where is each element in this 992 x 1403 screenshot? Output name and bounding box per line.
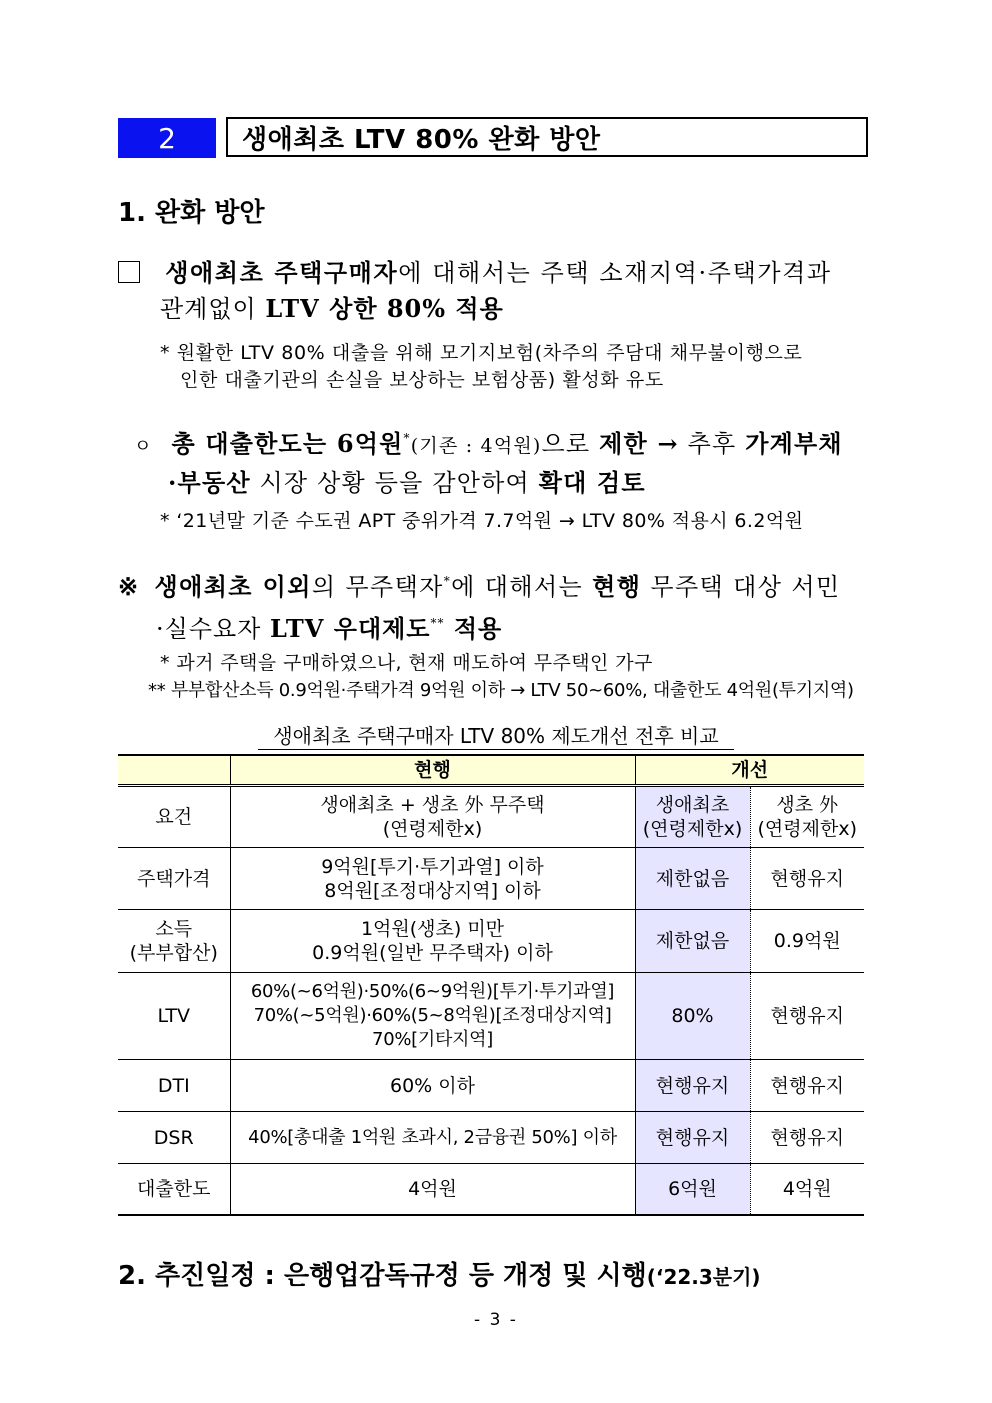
current-line: 생애최초 + 생초 外 무주택 (320, 794, 545, 816)
bullet-3-text-4: ·실수요자 (156, 615, 270, 643)
row-label: 요건 (118, 786, 230, 848)
checkbox-icon (118, 261, 140, 283)
note-3 (148, 650, 878, 704)
bullet-3-emphasis-3: LTV 우대제도 (270, 614, 431, 643)
header-improved: 개선 (635, 755, 864, 786)
bullet-2-text: 으로 (541, 430, 600, 458)
heading-1: 1. 완화 방안 (118, 198, 265, 228)
row-label: LTV (118, 973, 230, 1060)
current-cell: 4억원 (230, 1164, 635, 1215)
table-caption: 생애최초 주택구매자 LTV 80% 제도개선 전후 비교 (258, 723, 734, 750)
current-line: 70%(~5억원)·60%(5~8억원)[조정대상지역] (253, 1005, 612, 1026)
other-line: (연령제한x) (757, 818, 857, 840)
first-line: 생애최초 (655, 794, 730, 816)
label-line: (부부합산) (129, 942, 218, 964)
heading-2 (118, 1255, 761, 1292)
current-line: 1억원(생초) 미만 (360, 918, 505, 940)
other-cell: 현행유지 (750, 973, 864, 1060)
bullet-3-text-3: 무주택 대상 서민 (641, 573, 841, 601)
section-number: 2 (118, 118, 216, 158)
note-2: * ‘21년말 기준 수도권 APT 중위가격 7.7억원 → LTV 80% 적용시 6.2억원 (160, 510, 804, 532)
note-3-line1: * 과거 주택을 구매하였으나, 현재 매도하여 무주택인 가구 (160, 652, 653, 674)
header-blank (118, 755, 230, 786)
page-number: - 3 - (474, 1310, 518, 1330)
other-cell: 0.9억원 (750, 910, 864, 973)
table-row (118, 1164, 864, 1215)
bullet-1-emphasis-2: LTV 상한 80% 적용 (265, 294, 504, 323)
current-cell (230, 973, 635, 1060)
bullet-2-paren: (기존 : 4억원) (410, 435, 542, 457)
other-cell: 4억원 (750, 1164, 864, 1215)
first-buyer-cell (635, 786, 750, 848)
bullet-3-emphasis-4: 적용 (444, 614, 503, 643)
bullet-2-emphasis: 총 대출한도는 6억원 (171, 429, 404, 458)
first-buyer-cell: 현행유지 (635, 1112, 750, 1164)
first-line: (연령제한x) (642, 818, 743, 840)
bullet-2-emphasis-5: 확대 검토 (538, 468, 646, 497)
note-1 (160, 340, 880, 394)
bullet-2-text-2: 추후 (678, 430, 746, 458)
current-line: 70%[기타지역] (372, 1029, 493, 1050)
other-cell: 현행유지 (750, 1112, 864, 1164)
bullet-2 (134, 420, 879, 501)
first-buyer-cell: 80% (635, 973, 750, 1060)
bullet-3 (118, 563, 878, 647)
row-label: DSR (118, 1112, 230, 1164)
bullet-2-emphasis-4: ·부동산 (168, 468, 251, 497)
table-row (118, 848, 864, 910)
bullet-2-emphasis-3: 가계부채 (745, 429, 843, 458)
note-1-line1: * 원활한 LTV 80% 대출을 위해 모기지보험(차주의 주담대 채무불이행으로 (160, 342, 803, 364)
current-cell: 40%[총대출 1억원 초과시, 2금융권 50%] 이하 (230, 1112, 635, 1164)
other-line: 생초 外 (776, 794, 839, 816)
bullet-3-emphasis: 생애최초 이외 (154, 572, 312, 601)
label-line: 소득 (155, 918, 193, 940)
current-line: (연령제한x) (382, 818, 483, 840)
current-cell (230, 848, 635, 910)
footnote-mark: * (403, 431, 411, 445)
other-cell: 현행유지 (750, 848, 864, 910)
table-row (118, 973, 864, 1060)
other-cell: 현행유지 (750, 1060, 864, 1112)
current-cell (230, 786, 635, 848)
bullet-1-text-2: 관계없이 (160, 295, 266, 323)
other-cell (750, 786, 864, 848)
footnote-mark: * (443, 574, 452, 588)
circle-marker: ㅇ (134, 436, 153, 457)
bullet-3-text: 의 무주택자 (311, 573, 444, 601)
section-title: 생애최초 LTV 80% 완화 방안 (226, 117, 868, 157)
row-label: DTI (118, 1060, 230, 1112)
row-label: 대출한도 (118, 1164, 230, 1215)
row-label (118, 910, 230, 973)
first-buyer-cell: 6억원 (635, 1164, 750, 1215)
footnote-mark: ** (430, 616, 445, 630)
table-header-row (118, 755, 864, 786)
reference-marker: ※ (118, 572, 140, 601)
current-line: 8억원[조정대상지역] 이하 (324, 879, 541, 902)
note-1-line2: 인한 대출기관의 손실을 보상하는 보험상품) 활성화 유도 (180, 369, 664, 391)
header-current: 현행 (230, 755, 635, 786)
first-buyer-cell: 현행유지 (635, 1060, 750, 1112)
heading-2-title: 2. 추진일정 : 은행업감독규정 등 개정 및 시행 (118, 1261, 647, 1291)
current-cell: 60% 이하 (230, 1060, 635, 1112)
bullet-2-emphasis-2: 제한 → (599, 429, 679, 458)
first-buyer-cell: 제한없음 (635, 910, 750, 973)
bullet-3-text-2: 에 대해서는 (451, 573, 593, 601)
current-line: 0.9억원(일반 무주택자) 이하 (312, 942, 553, 964)
table-row (118, 1112, 864, 1164)
bullet-2-text-3: 시장 상황 등을 감안하여 (250, 469, 539, 497)
comparison-table (118, 754, 864, 1216)
current-cell (230, 910, 635, 973)
heading-2-suffix: (‘22.3분기) (646, 1265, 761, 1289)
bullet-1-emphasis: 생애최초 주택구매자 (165, 258, 399, 287)
note-3-line2: ** 부부합산소득 0.9억원·주택가격 9억원 이하 → LTV 50~60%, 대출한도 4억원(투기지역) (148, 680, 854, 701)
table-row (118, 786, 864, 848)
bullet-1-text: 에 대해서는 주택 소재지역·주택가격과 (398, 259, 832, 287)
table-row (118, 910, 864, 973)
first-buyer-cell: 제한없음 (635, 848, 750, 910)
bullet-1 (118, 255, 878, 327)
table-row (118, 1060, 864, 1112)
current-line: 60%(~6억원)·50%(6~9억원)[투기·투기과열] (250, 981, 615, 1002)
current-line: 9억원[투기·투기과열] 이하 (321, 855, 544, 878)
row-label: 주택가격 (118, 848, 230, 910)
bullet-3-emphasis-2: 현행 (592, 572, 642, 601)
